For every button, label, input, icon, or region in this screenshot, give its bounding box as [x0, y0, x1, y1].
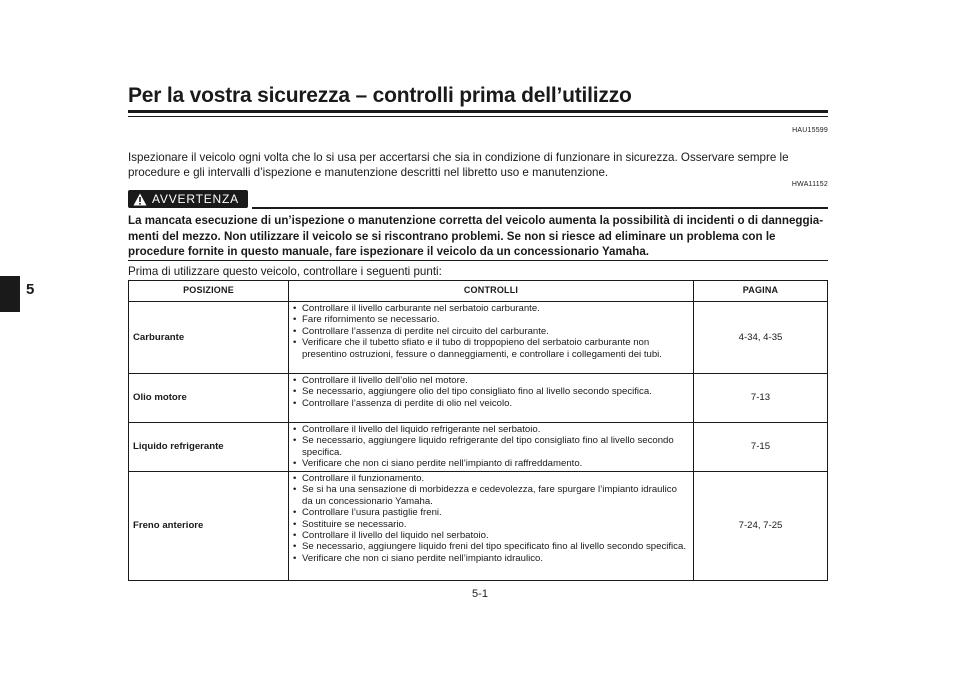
check-item: • Se si ha una sensazione di morbidezza e cedevolezza, fare spurgare l’impianto idraulico da un concessionario Yamaha. — [293, 484, 689, 507]
check-item: • Controllare il livello carburante nel serbatoio carburante. — [293, 303, 689, 314]
check-item: • Controllare l’assenza di perdite di olio nel veicolo. — [293, 398, 689, 409]
checks-cell — [289, 472, 694, 581]
check-item: • Controllare l’usura pastiglie freni. — [293, 507, 689, 518]
position-cell: Olio motore — [129, 374, 289, 423]
position-cell: Liquido refrigerante — [129, 423, 289, 472]
check-item: • Se necessario, aggiungere olio del tipo consigliato fino al livello secondo specifica. — [293, 386, 689, 397]
checks-cell — [289, 374, 694, 423]
pre-ride-checks-table — [128, 280, 828, 581]
check-item: • Fare rifornimento se necessario. — [293, 314, 689, 325]
warning-triangle-icon — [128, 190, 152, 208]
check-item: • Controllare il livello del liquido refrigerante nel serbatoio. — [293, 424, 689, 435]
position-cell: Freno anteriore — [129, 472, 289, 581]
check-item: • Controllare il livello dell’olio nel motore. — [293, 375, 689, 386]
warning-label: AVVERTENZA — [152, 192, 239, 206]
page-cell: 7-13 — [694, 374, 828, 423]
warning-text: La mancata esecuzione di un’ispezione o manutenzione corretta del veicolo aumenta la possibilità di incidenti o di danneggia-menti del mezzo. Non utilizzare il veicolo se si riscontrano problemi. Se non si riesce ad eliminare un problema con le procedure fornite in questo manuale, fare ispezionare il veicolo da un concessionario Yamaha. — [128, 214, 824, 258]
warning-bottom-rule — [128, 260, 828, 261]
title-rule — [128, 110, 828, 113]
table-row — [129, 472, 828, 581]
table-row — [129, 302, 828, 374]
page-cell: 7-24, 7-25 — [694, 472, 828, 581]
checks-cell — [289, 423, 694, 472]
table-header-row — [129, 281, 828, 302]
warning-badge — [128, 190, 248, 208]
chapter-tab — [0, 276, 20, 312]
check-item: • Se necessario, aggiungere liquido refrigerante del tipo consigliato fino al livello secondo specifica. — [293, 435, 689, 458]
table-row — [129, 423, 828, 472]
check-item: • Controllare il funzionamento. — [293, 473, 689, 484]
title-rule-thin — [128, 116, 828, 117]
check-item: • Verificare che non ci siano perdite nell’impianto di raffreddamento. — [293, 458, 689, 469]
intro-paragraph: Ispezionare il veicolo ogni volta che lo si usa per accertarsi che sia in condizione di funzionare in sicurezza. Osservare sempre le procedure e gli intervalli d’ispezione e manutenzione descritti nel libretto uso e manutenzione. — [128, 151, 789, 179]
page-cell: 4-34, 4-35 — [694, 302, 828, 374]
position-cell: Carburante — [129, 302, 289, 374]
check-item: • Verificare che non ci siano perdite nell’impianto idraulico. — [293, 553, 689, 564]
check-item: • Verificare che il tubetto sfiato e il tubo di troppopieno del serbatoio carburante non presentino ostruzioni, fessure o danneggiamenti, e controllare i collegamenti dei tubi. — [293, 337, 689, 360]
header-checks: CONTROLLI — [289, 281, 694, 302]
header-page: PAGINA — [694, 281, 828, 302]
checklist-intro: Prima di utilizzare questo veicolo, controllare i seguenti punti: — [128, 265, 442, 278]
warning-code: HWA11152 — [791, 181, 828, 188]
page-cell: 7-15 — [694, 423, 828, 472]
header-position: POSIZIONE — [129, 281, 289, 302]
check-item: • Se necessario, aggiungere liquido freni del tipo specificato fino al livello secondo specifica. — [293, 541, 689, 552]
section-code: HAU15599 — [792, 127, 828, 134]
checks-cell — [289, 302, 694, 374]
warning-rule — [252, 207, 828, 209]
page-title: Per la vostra sicurezza – controlli prima dell’utilizzo — [128, 84, 632, 107]
page-number: 5-1 — [472, 588, 488, 600]
check-item: • Controllare l’assenza di perdite nel circuito del carburante. — [293, 326, 689, 337]
table-row — [129, 374, 828, 423]
chapter-number: 5 — [26, 281, 35, 298]
check-item: • Sostituire se necessario. — [293, 519, 689, 530]
check-item: • Controllare il livello del liquido nel serbatoio. — [293, 530, 689, 541]
